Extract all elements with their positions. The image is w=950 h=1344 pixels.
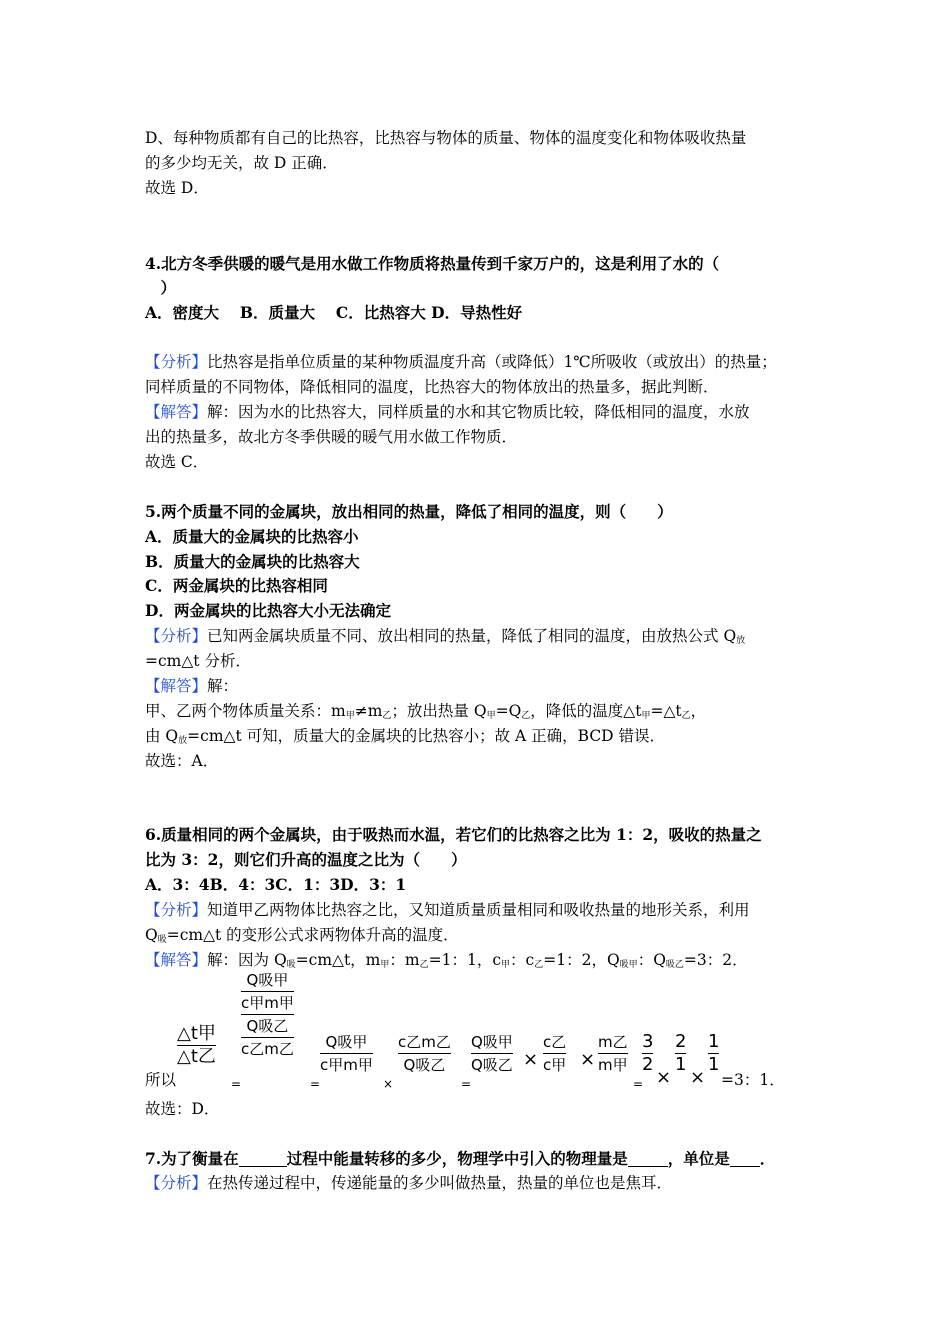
numerator: c乙m乙 bbox=[398, 1033, 451, 1051]
q4-stem-line-1: 4.北方冬季供暖的暖气是用水做工作物质将热量传到千家万户的，这是利用了水的（ bbox=[145, 254, 720, 273]
q5-option-d: D．两金属块的比热容大小无法确定 bbox=[145, 601, 391, 620]
subscript: 甲 bbox=[641, 711, 651, 721]
q7-stem bbox=[145, 1147, 775, 1171]
fill-in-blank-1[interactable] bbox=[239, 1151, 287, 1167]
q6-analysis-line-2 bbox=[145, 923, 459, 947]
text: ≠m bbox=[354, 702, 383, 720]
numerator: c乙 bbox=[543, 1033, 567, 1051]
text: =△t bbox=[650, 702, 682, 720]
q5-solution-line-1 bbox=[145, 674, 238, 698]
denominator: Q吸乙 bbox=[246, 1017, 289, 1035]
times-sign: × bbox=[580, 1049, 596, 1070]
subscript: 甲 bbox=[380, 960, 390, 970]
subscript: 吸乙 bbox=[665, 960, 684, 970]
fraction-cm-over-q bbox=[398, 1032, 451, 1075]
text: =cm△t 可知，质量大的金属块的比热容小；故 A 正确，BCD 错误． bbox=[187, 727, 666, 745]
subscript: 乙 bbox=[419, 960, 429, 970]
subscript: 甲 bbox=[486, 711, 496, 721]
q4-analysis-line-2: 同样质量的不同物体，降低相同的温度，比热容大的物体放出的热量多，据此判断． bbox=[145, 378, 719, 396]
times-sign: × bbox=[383, 1077, 394, 1091]
fraction-bar bbox=[320, 1053, 373, 1054]
text: 解：因为 Q bbox=[207, 951, 287, 969]
text: 过程中能量转移的多少，物理学中引入的物理量是 bbox=[286, 1149, 628, 1168]
numerator: 1 bbox=[708, 1031, 720, 1052]
subscript: 甲 bbox=[345, 711, 355, 721]
solution-tag: 【解答】 bbox=[145, 951, 208, 969]
q5-solution-line-2 bbox=[145, 699, 706, 723]
q6-answer: 故选：D． bbox=[145, 1100, 220, 1118]
fill-in-blank-3[interactable] bbox=[730, 1151, 760, 1167]
text: ：m bbox=[389, 951, 420, 969]
subscript: 乙 bbox=[382, 711, 392, 721]
denominator: 1 bbox=[675, 1054, 687, 1075]
subscript: 甲 bbox=[501, 960, 511, 970]
solution-tag: 【解答】 bbox=[145, 677, 208, 695]
q5-analysis-line-1 bbox=[145, 624, 745, 648]
subscript: 放 bbox=[178, 736, 188, 746]
subscript: 乙 bbox=[534, 960, 544, 970]
numerator: Q吸甲 bbox=[471, 1033, 513, 1051]
fraction-bar bbox=[398, 1053, 451, 1054]
d-option-line-2: 的多少均无关，故 D 正确． bbox=[145, 154, 338, 172]
fraction-compound bbox=[241, 970, 294, 1059]
analysis-tag: 【分析】 bbox=[145, 1174, 208, 1192]
numerator: Q吸甲 bbox=[246, 971, 289, 989]
text: =1：1，c bbox=[428, 951, 502, 969]
denominator: 1 bbox=[708, 1054, 720, 1075]
solution-tag: 【解答】 bbox=[145, 403, 208, 421]
text: 知道甲乙两物体比热容之比，又知道质量质量相同和吸收热量的地形关系，利用 bbox=[207, 901, 750, 919]
q5-option-b: B．质量大的金属块的比热容大 bbox=[145, 552, 360, 571]
fraction-3-2 bbox=[642, 1032, 653, 1075]
subscript: 吸 bbox=[286, 960, 296, 970]
numerator: 3 bbox=[642, 1031, 654, 1052]
text: =1：2，Q bbox=[543, 951, 620, 969]
fraction-q-over-cm bbox=[320, 1032, 373, 1075]
text: =Q bbox=[495, 702, 522, 720]
q5-analysis-text: 已知两金属块质量不同、放出相同的热量，降低了相同的温度，由放热公式 Q bbox=[207, 627, 737, 645]
q7-analysis bbox=[145, 1171, 672, 1195]
d-option-line-1: D、每种物质都有自己的比热容，比热容与物体的质量、物体的温度变化和物体吸收热量 bbox=[145, 129, 747, 147]
text: =cm△t 的变形公式求两物体升高的温度． bbox=[166, 926, 459, 944]
times-sign: × bbox=[656, 1067, 672, 1088]
q5-solution-line-3 bbox=[145, 724, 665, 748]
q4-solution-text-1: 解：因为水的比热容大，同样质量的水和其它物质比较，降低相同的温度，水放 bbox=[207, 403, 750, 421]
fraction-bar bbox=[543, 1053, 566, 1054]
subscript: 乙 bbox=[521, 711, 531, 721]
q4-options: A．密度大 B．质量大 C．比热容大 D．导热性好 bbox=[145, 303, 523, 322]
so-prefix: 所以 bbox=[145, 1071, 177, 1089]
q5-answer: 故选：A． bbox=[145, 752, 219, 770]
q5-option-c: C．两金属块的比热容相同 bbox=[145, 576, 328, 595]
text: 甲、乙两个物体质量关系：m bbox=[145, 702, 346, 720]
text: =3：2． bbox=[683, 951, 748, 969]
fraction-1-1 bbox=[708, 1032, 719, 1075]
numerator: 2 bbox=[675, 1031, 687, 1052]
denominator: c甲 bbox=[543, 1056, 567, 1074]
text: 在热传递过程中，传递能量的多少叫做热量，热量的单位也是焦耳． bbox=[207, 1174, 673, 1192]
text: =cm△t，m bbox=[295, 951, 381, 969]
q5-stem: 5.两个质量不同的金属块，放出相同的热量，降低了相同的温度，则（ ） bbox=[145, 502, 673, 521]
q4-answer: 故选 C． bbox=[145, 453, 209, 471]
text: ， bbox=[690, 702, 707, 720]
subscript: 吸甲 bbox=[619, 960, 638, 970]
fraction-dt-ratio bbox=[177, 1024, 216, 1067]
denominator: Q吸乙 bbox=[403, 1056, 446, 1074]
times-sign: × bbox=[523, 1049, 539, 1070]
fraction-bar bbox=[241, 1014, 294, 1015]
q4-stem-line-2: ） bbox=[145, 278, 177, 297]
text: Q bbox=[145, 926, 158, 944]
q5-analysis-line-2: =cm△t 分析． bbox=[145, 652, 251, 670]
fraction-bar bbox=[471, 1053, 513, 1054]
q5-option-a: A．质量大的金属块的比热容小 bbox=[145, 527, 359, 546]
analysis-tag: 【分析】 bbox=[145, 901, 208, 919]
fraction-c-ratio bbox=[543, 1032, 566, 1075]
d-answer: 故选 D． bbox=[145, 179, 209, 197]
q6-options: A．3：4B．4：3C．1：3D．3：1 bbox=[145, 875, 407, 894]
q6-analysis-line-1 bbox=[145, 898, 750, 922]
equals-sign: = bbox=[633, 1077, 644, 1091]
text: ，单位是 bbox=[667, 1149, 730, 1168]
subscript: 放 bbox=[736, 636, 746, 646]
text: ：Q bbox=[637, 951, 666, 969]
text: 由 Q bbox=[145, 727, 179, 745]
q6-stem-line-2: 比为 3：2，则它们升高的温度之比为（ ） bbox=[145, 850, 467, 869]
text: ；放出热量 Q bbox=[391, 702, 487, 720]
denominator: △t乙 bbox=[177, 1046, 216, 1067]
formula-result: =3：1． bbox=[721, 1071, 785, 1089]
equals-sign: = bbox=[461, 1077, 472, 1091]
numerator-denominator: c甲m甲 bbox=[241, 994, 294, 1012]
fraction-m-ratio bbox=[598, 1032, 628, 1075]
subscript: 吸 bbox=[157, 935, 167, 945]
q4-analysis-text-1: 比热容是指单位质量的某种物质温度升高（或降低）1℃所吸收（或放出）的热量； bbox=[207, 353, 777, 371]
q5-solution-head: 解： bbox=[207, 677, 239, 695]
q6-solution-line-1 bbox=[145, 948, 748, 972]
q4-solution-line-2: 出的热量多，故北方冬季供暖的暖气用水做工作物质． bbox=[145, 428, 518, 446]
q4-solution-line-1 bbox=[145, 400, 750, 424]
fill-in-blank-2[interactable] bbox=[628, 1151, 668, 1167]
denominator: Q吸乙 bbox=[471, 1056, 513, 1074]
fraction-bar bbox=[241, 991, 294, 992]
denominator: c甲m甲 bbox=[320, 1056, 373, 1074]
equals-sign: = bbox=[231, 1077, 242, 1091]
times-sign: × bbox=[690, 1067, 706, 1088]
text: ，降低的温度△t bbox=[530, 702, 642, 720]
text: 7.为了衡量在 bbox=[145, 1149, 239, 1168]
numerator: m乙 bbox=[598, 1033, 628, 1051]
numerator: Q吸甲 bbox=[325, 1033, 368, 1051]
fraction-q-ratio bbox=[471, 1032, 513, 1075]
analysis-tag: 【分析】 bbox=[145, 627, 208, 645]
text: ． bbox=[759, 1149, 776, 1168]
fraction-bar bbox=[241, 1037, 294, 1038]
q6-stem-line-1: 6.质量相同的两个金属块，由于吸热而水温，若它们的比热容之比为 1：2，吸收的热量之 bbox=[145, 825, 762, 844]
fraction-2-1 bbox=[675, 1032, 686, 1075]
q4-analysis-line-1 bbox=[145, 350, 777, 374]
denominator: m甲 bbox=[598, 1056, 628, 1074]
denominator-denominator: c乙m乙 bbox=[241, 1040, 294, 1058]
denominator: 2 bbox=[642, 1054, 654, 1075]
subscript: 乙 bbox=[681, 711, 691, 721]
analysis-tag: 【分析】 bbox=[145, 353, 208, 371]
fraction-bar bbox=[598, 1053, 628, 1054]
text: ：c bbox=[510, 951, 535, 969]
numerator: △t甲 bbox=[177, 1023, 216, 1044]
equals-sign: = bbox=[310, 1077, 321, 1091]
